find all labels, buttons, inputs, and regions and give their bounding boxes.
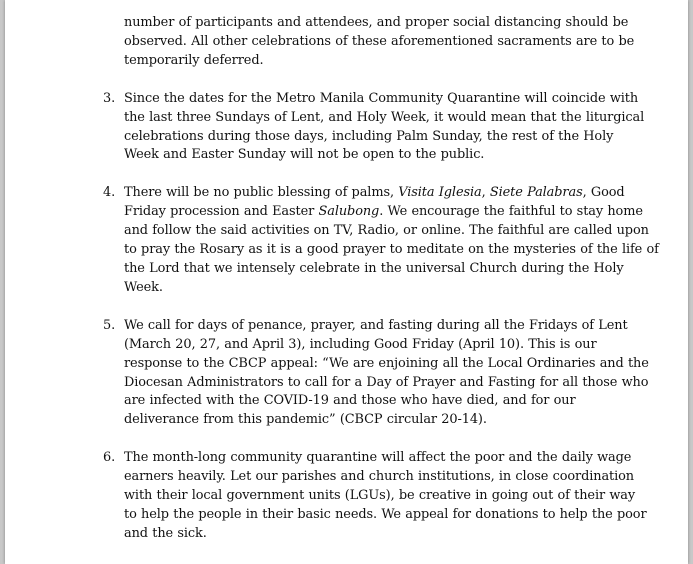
text-line: the Lord that we intensely celebrate in the universal Church during the Holy (124, 260, 624, 276)
text-line: earners heavily. Let our parishes and church institutions, in close coordination (124, 469, 635, 485)
text-line: Since the dates for the Metro Manila Community Quarantine will coincide with (124, 90, 639, 106)
text-run: There will be no public blessing of palms, (124, 185, 399, 201)
text-line: response to the CBCP appeal: “We are enjoining all the Local Ordinaries and the (124, 355, 649, 371)
continuation-paragraph (124, 14, 644, 71)
list-item-3 (103, 90, 645, 166)
text-line: are infected with the COVID-19 and those who have died, and for our (124, 393, 576, 409)
text-line: number of participants and attendees, and proper social distancing should be (124, 15, 629, 30)
text-line: Week. (124, 279, 163, 295)
item-number: 6. (103, 450, 116, 466)
text-line: with their local government units (LGUs), be creative in going out of their way (124, 488, 636, 504)
italic-term: Siete Palabras (489, 185, 583, 201)
text-run: Friday procession and Easter (124, 204, 319, 220)
italic-term: Salubong (318, 204, 380, 220)
item-number: 4. (103, 185, 116, 201)
text-line: to pray the Rosary as it is a good prayer to meditate on the mysteries of the life of (124, 242, 659, 258)
list-item-5 (103, 317, 649, 430)
text-line: We call for days of penance, prayer, and fasting during all the Fridays of Lent (124, 317, 628, 333)
text-line (124, 184, 644, 203)
text-line: Diocesan Administrators to call for a Day of Prayer and Fasting for all those who (124, 374, 649, 390)
text-line: temporarily deferred. (124, 52, 264, 68)
document-page (5, 0, 688, 564)
text-line: (March 20, 27, and April 3), including Good Friday (April 10). This is our (124, 336, 597, 352)
item-number: 5. (103, 317, 116, 333)
text-line: and the sick. (124, 525, 207, 541)
text-line: to help the people in their basic needs. We appeal for donations to help the poor (124, 506, 647, 522)
text-run: . We encourage the faithful to stay home (379, 204, 643, 220)
text-line: and follow the said activities on TV, Radio, or online. The faithful are called upon (124, 223, 649, 239)
text-line: deliverance from this pandemic” (CBCP circular 20-14). (124, 412, 487, 428)
list-item-4 (103, 184, 659, 297)
text-run: , Good (582, 185, 625, 201)
text-line (124, 203, 644, 222)
text-line: The month-long community quarantine will affect the poor and the daily wage (124, 450, 632, 466)
text-line: the last three Sundays of Lent, and Holy Week, it would mean that the liturgical (124, 109, 645, 125)
italic-term: Visita Iglesia (398, 185, 482, 201)
text-line: observed. All other celebrations of these aforementioned sacraments are to be (124, 33, 635, 49)
text-line: celebrations during those days, including Palm Sunday, the rest of the Holy (124, 128, 614, 144)
list-item-6 (103, 449, 647, 544)
text-line: Week and Easter Sunday will not be open to the public. (124, 147, 485, 163)
document-body (103, 14, 659, 563)
text-run: , (481, 185, 490, 201)
item-number: 3. (103, 90, 116, 106)
